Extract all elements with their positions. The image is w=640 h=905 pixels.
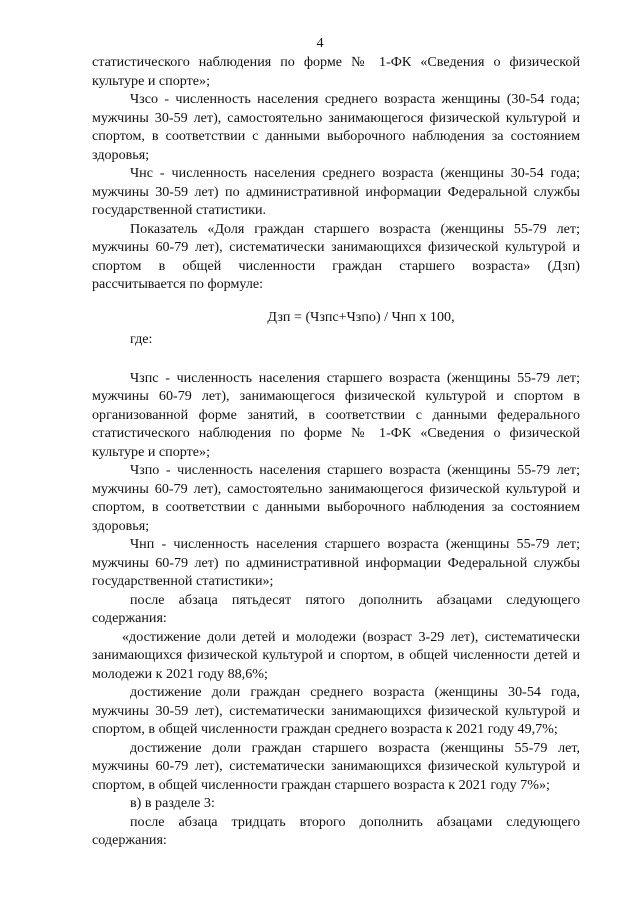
paragraph-continuation: статистического наблюдения по форме № 1-ФК «Сведения о физической культуре и спорте»; — [92, 54, 580, 89]
paragraph-middle-age-target: достижение доли граждан среднего возраста (женщины 30-54 года, мужчины 30-59 лет), систематически занимающихся физической культурой и спортом, в общей численности граждан среднего возраста к 2021 году 49,7%; — [92, 684, 580, 737]
paragraph-chnp-definition: Чнп - численность населения старшего возраста (женщины 55-79 лет; мужчины 60-79 лет) по административной информации Федеральной службы государственной статистики»; — [92, 536, 580, 589]
paragraph-indicator-dzp: Показатель «Доля граждан старшего возраста (женщины 55-79 лет; мужчины 60-79 лет), систематически занимающихся физической культурой и спортом в общей численности граждан старшего возраста» (Дзп) рассчитывается по формуле: — [92, 220, 580, 292]
paragraph-older-age-target: достижение доли граждан старшего возраста (женщины 55-79 лет, мужчины 60-79 лет), систематически занимающихся физической культурой и спортом, в общей численности граждан старшего возраста к 2021 году 7%»; — [92, 739, 580, 793]
page-number: 4 — [316, 35, 324, 51]
where-label: где: — [130, 331, 153, 347]
paragraph-chzpo-definition: Чзпо - численность населения старшего возраста (женщины 55-79 лет; мужчины 60-79 лет), самостоятельно занимающегося физической культурой и спортом, в соответствии с данными выборочного наблюдения за состоянием здоровья; — [92, 462, 580, 534]
paragraph-children-target: «достижение доли детей и молодежи (возраст 3-29 лет), систематически занимающихся физической культурой и спортом, в общей численности детей и молодежи к 2021 году 88,6%; — [92, 628, 580, 682]
document-body — [92, 53, 580, 850]
paragraph-chzps-definition: Чзпс - численность населения старшего возраста (женщины 55-79 лет; мужчины 60-79 лет), занимающегося физической культурой и спортом в организованной форме занятий, в соответствии с данными федерального статистического наблюдения по форме № 1-ФК «Сведения о физической культуре и спорте»; — [92, 369, 580, 460]
paragraph-chzso-definition: Чзсо - численность населения среднего возраста женщины (30-54 года; мужчины 30-59 лет), самостоятельно занимающегося физической культурой и спортом, в соответствии с данными выборочного наблюдения за состоянием здоровья; — [92, 91, 580, 163]
formula-dzp: Дзп = (Чзпс+Чзпо) / Чнп х 100, — [267, 308, 455, 325]
paragraph-section-3: в) в разделе 3: — [130, 795, 215, 811]
paragraph-after-32: после абзаца тридцать второго дополнить абзацами следующего содержания: — [92, 813, 580, 848]
paragraph-after-55: после абзаца пятьдесят пятого дополнить абзацами следующего содержания: — [92, 591, 580, 626]
paragraph-chns-definition: Чнс - численность населения среднего возраста (женщины 30-54 года; мужчины 30-59 лет) по административной информации Федеральной службы государственной статистики. — [92, 165, 580, 218]
